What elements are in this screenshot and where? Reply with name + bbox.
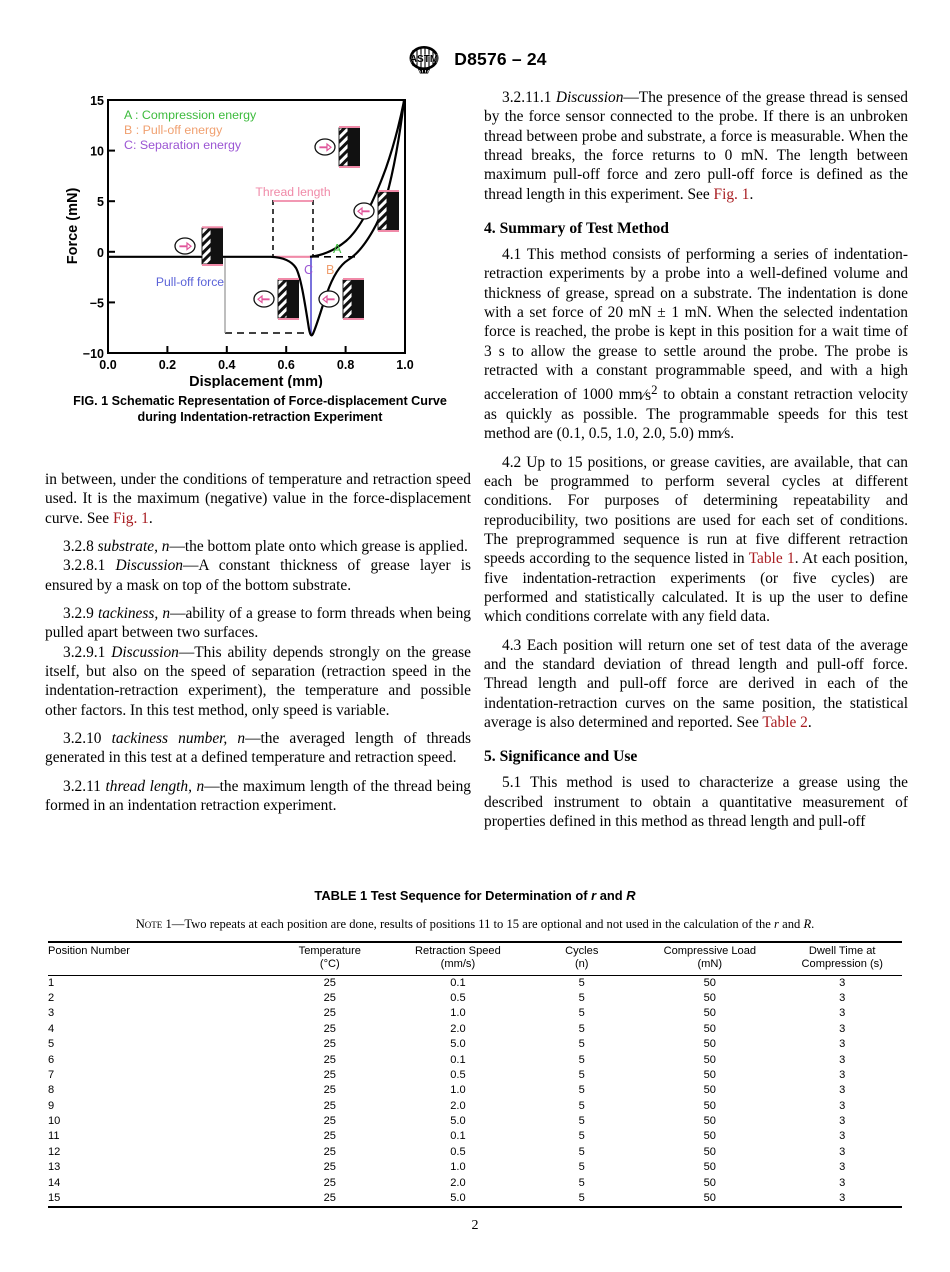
table-cell: 13 [48, 1161, 61, 1174]
legend-item-b: B : Pull-off energy [124, 123, 223, 137]
table-cell: 5 [578, 1068, 585, 1081]
paragraph-3-2-10 [45, 729, 471, 768]
table-cell: 5.0 [450, 1191, 466, 1204]
continued-text-2: . [148, 509, 153, 527]
table-row [48, 1114, 902, 1129]
continued-text-1: in between, under the conditions of temperature and retraction speed used. It is the maximum (negative) value in the force-displacement curve. See [45, 471, 471, 527]
table-cell: 7 [48, 1068, 55, 1081]
table-cell: 3 [839, 976, 846, 989]
table-cell: 2.0 [450, 1022, 466, 1035]
svg-text:0.2: 0.2 [158, 358, 177, 372]
term-thread-length: thread length, n [105, 777, 205, 795]
unit-mm-per-s-squared: $⁄s^2$ [642, 382, 658, 404]
paragraph-3-2-11 [45, 777, 471, 816]
clause-number-3-2-9-1: 3.2.9.1 [63, 643, 112, 661]
col-header-position-number: Position Number [48, 945, 131, 957]
table-cell: 5 [578, 1130, 585, 1143]
table-cell: 11 [48, 1130, 60, 1143]
table-cell: 3 [839, 1038, 846, 1051]
table-1-title-r: r [591, 888, 597, 903]
table-row [48, 975, 902, 991]
discussion-text-3-2-11-1-end: . [749, 185, 754, 203]
region-c-label: C [304, 263, 314, 277]
table-cell: 25 [323, 976, 336, 989]
table-cell: 50 [703, 1007, 716, 1020]
table-row [48, 1176, 902, 1191]
table-cell: 50 [703, 1145, 716, 1158]
table-cell: 50 [703, 1115, 716, 1128]
table-cell: 3 [839, 1130, 846, 1143]
svg-text:0.0: 0.0 [99, 358, 117, 372]
legend-item-c: C: Separation energy [124, 138, 242, 152]
table-cell: 0.1 [450, 976, 466, 989]
term-tackiness-number: tackiness number, n [111, 730, 246, 748]
definition-substrate: —the bottom plate onto which grease is applied. [169, 538, 468, 556]
table-cell: 3 [839, 1191, 846, 1204]
paragraph-3-2-9-1 [45, 643, 471, 720]
xref-fig-1-right[interactable]: Fig. 1 [713, 185, 750, 203]
figure-1-block [45, 88, 475, 425]
table-row [48, 1007, 902, 1022]
table-cell: 8 [48, 1084, 55, 1097]
table-cell: 5 [578, 1191, 585, 1204]
col-header-compressive-load: Compressive Load (mN) [663, 945, 757, 971]
paragraph-4-2-text-1: 4.2 Up to 15 positions, or grease cavities, are available, that can each be programmed to perform several cycles at different conditions. For purposes of determining repeatability and reproducibility, two positions are used for each set of conditions. The preprogrammed sequence is run at five different retraction speeds according to the sequence listed in [484, 453, 908, 568]
svg-text:0.4: 0.4 [218, 358, 236, 372]
table-cell: 25 [323, 992, 336, 1005]
discussion-label-3-2-9-1: Discussion [111, 643, 179, 661]
paragraph-3-2-9 [45, 604, 471, 643]
table-cell: 4 [48, 1022, 55, 1035]
table-cell: 25 [323, 1007, 336, 1020]
svg-text:1.0: 1.0 [396, 358, 414, 372]
table-1-title-and: and [596, 888, 627, 903]
table-row [48, 1191, 902, 1207]
table-row [48, 991, 902, 1006]
note-end: . [811, 917, 815, 931]
table-cell: 25 [323, 1038, 336, 1051]
svg-text:−5: −5 [89, 296, 104, 311]
table-cell: 3 [839, 1115, 846, 1128]
table-cell: 6 [48, 1053, 55, 1066]
pull-off-force-label: Pull-off force [155, 275, 225, 289]
document-designation: D8576 – 24 [454, 48, 547, 69]
svg-text:ASTM: ASTM [410, 54, 439, 65]
table-cell: 10 [48, 1115, 61, 1128]
section-heading-4: 4. Summary of Test Method [484, 220, 669, 238]
svg-text:−10: −10 [82, 347, 104, 361]
table-cell: 50 [703, 1099, 716, 1112]
table-cell: 3 [839, 1099, 846, 1112]
table-row [48, 1145, 902, 1160]
table-row [48, 1037, 902, 1052]
test-sequence-table [48, 941, 902, 1208]
paragraph-3-2-8-1 [45, 556, 471, 595]
astm-logo-icon [403, 44, 445, 74]
xref-fig-1[interactable]: Fig. 1 [112, 509, 149, 527]
table-1-title-R: R [626, 888, 636, 903]
table-cell: 3 [839, 992, 846, 1005]
table-cell: 3 [839, 1176, 846, 1189]
table-cell: 2.0 [450, 1099, 466, 1112]
table-cell: 25 [323, 1022, 336, 1035]
table-cell: 50 [703, 1068, 716, 1081]
unit-exponent: 2 [651, 382, 658, 397]
table-cell: 25 [323, 1130, 336, 1143]
table-1-note [48, 917, 902, 932]
col-header-retraction-speed: Retraction Speed (mm/s) [415, 945, 501, 971]
table-cell: 25 [323, 1084, 336, 1097]
xref-table-2[interactable]: Table 2 [762, 714, 808, 732]
table-cell: 5 [578, 1053, 585, 1066]
discussion-label-3-2-8-1: Discussion [115, 557, 183, 575]
table-cell: 2 [48, 992, 55, 1005]
table-header-row [48, 942, 902, 975]
paragraph-3-2-11-1 [484, 88, 908, 204]
section-heading-5: 5. Significance and Use [484, 748, 638, 766]
table-cell: 50 [703, 1022, 716, 1035]
note-r: r [774, 917, 779, 931]
table-cell: 0.5 [450, 1068, 466, 1081]
table-cell: 5 [578, 1161, 585, 1174]
svg-text:0.6: 0.6 [277, 358, 295, 372]
table-cell: 15 [48, 1191, 61, 1204]
table-cell: 0.5 [450, 1145, 466, 1158]
table-cell: 25 [323, 1053, 336, 1066]
term-tackiness: tackiness, n [97, 605, 171, 623]
y-axis-tick-labels [83, 94, 104, 361]
note-label: Note [135, 917, 163, 931]
table-cell: 50 [703, 976, 716, 989]
table-cell: 25 [323, 1068, 336, 1081]
table-row [48, 1022, 902, 1037]
table-cell: 50 [703, 1191, 716, 1204]
x-axis-title: Displacement (mm) [189, 374, 323, 388]
discussion-label-3-2-11-1: Discussion [555, 89, 624, 106]
table-cell: 5 [578, 1145, 585, 1158]
chart-svg [60, 88, 460, 388]
table-cell: 1.0 [450, 1161, 466, 1174]
clause-number-3-2-8-1: 3.2.8.1 [63, 557, 116, 575]
table-cell: 3 [839, 1022, 846, 1035]
paragraph-4-3-text-2: . [807, 714, 812, 732]
region-b-label: B [326, 263, 335, 277]
table-cell: 1.0 [450, 1084, 466, 1097]
table-cell: 2.0 [450, 1176, 466, 1189]
col-header-temperature: Temperature (°C) [298, 945, 361, 971]
region-a-label: A [333, 242, 342, 256]
paragraph-4-2 [484, 453, 908, 627]
table-cell: 5 [578, 992, 585, 1005]
note-text: 1—Two repeats at each position are done, results of positions 11 to 15 are optional and not used in the calculation of the [162, 917, 775, 931]
table-cell: 5 [578, 1115, 585, 1128]
table-cell: 14 [48, 1176, 61, 1189]
table-cell: 3 [839, 1145, 846, 1158]
figure-caption [45, 394, 475, 425]
table-cell: 9 [48, 1099, 55, 1112]
table-cell: 50 [703, 1053, 716, 1066]
table-row [48, 1099, 902, 1114]
table-cell: 5 [578, 1022, 585, 1035]
right-column [484, 88, 908, 831]
page-number: 2 [471, 1218, 479, 1233]
thread-length-label: Thread length [255, 185, 331, 199]
table-cell: 5 [578, 976, 585, 989]
discussion-text-3-2-11-1: —The presence of the grease thread is sensed by the force sensor connected to the probe. If there is an unbroken thread between probe and substrate, a force is measurable. When the thread breaks, the force returns to 0 mN. The length between maximum pull-off force and zero pull-off force is defined as the thread length in this experiment. See [484, 89, 908, 203]
definition-tackiness-number: —the averaged length of threads generated in this test at a defined temperature and retraction speed. [45, 730, 471, 767]
svg-text:0: 0 [97, 245, 104, 260]
definition-tackiness: —ability of a grease to form threads when being pulled apart between two surfaces. [45, 605, 471, 642]
table-cell: 5 [578, 1038, 585, 1051]
paragraph-5-1: 5.1 This method is used to characterize a grease using the described instrument to obtain a quantitative measurement of properties defined in this method as thread length and pull-off [484, 774, 908, 831]
paragraph-4-3 [484, 636, 908, 733]
paragraph-4-1-text-a: 4.1 This method consists of performing a series of indentation-retraction experiments by a probe into a well-defined volume and thickness of grease, spread on a substrate. The indentation is done with a set force of 20 mN ± 1 mN. When the selected indentation force is reached, the probe is kept in this position for a wait time of 3 s to allow the grease to settle around the probe. The probe is retracted with a constant programmable speed, and with a high acceleration of 1000 mm [484, 246, 908, 404]
table-cell: 1 [48, 976, 55, 989]
table-body [48, 975, 902, 1207]
paragraph-4-1 [484, 245, 908, 444]
table-cell: 25 [323, 1191, 336, 1204]
table-cell: 12 [48, 1145, 61, 1158]
table-cell: 0.5 [450, 992, 466, 1005]
table-cell: 25 [323, 1115, 336, 1128]
col-header-cycles: Cycles (n) [565, 945, 599, 971]
svg-text:10: 10 [90, 144, 104, 159]
term-substrate: substrate, n [97, 538, 170, 556]
table-cell: 50 [703, 1038, 716, 1051]
table-row [48, 1130, 902, 1145]
table-row [48, 1083, 902, 1098]
table-cell: 50 [703, 1130, 716, 1143]
table-cell: 50 [703, 1084, 716, 1097]
table-cell: 50 [703, 992, 716, 1005]
table-1-block [48, 888, 902, 1208]
table-cell: 25 [323, 1145, 336, 1158]
table-cell: 5 [578, 1176, 585, 1189]
unit-seconds: s [645, 386, 652, 404]
paragraph-4-2-text-2: . At each position, five indentation-retraction experiments (or five cycles) are performed and statistically calculated. It is up the user to define which conditions correlate with any field data. [484, 550, 908, 626]
table-head [48, 942, 902, 975]
table-cell: 25 [323, 1176, 336, 1189]
paragraph-4-1-text-c: s. [724, 425, 735, 443]
table-cell: 50 [703, 1161, 716, 1174]
table-cell: 0.1 [450, 1053, 466, 1066]
table-cell: 3 [839, 1053, 846, 1066]
svg-text:5: 5 [97, 195, 104, 210]
clause-number-3-2-8: 3.2.8 [63, 538, 98, 556]
svg-text:0.8: 0.8 [336, 358, 355, 372]
clause-number-3-2-11-1: 3.2.11.1 [502, 89, 556, 106]
table-cell: 5.0 [450, 1038, 466, 1051]
table-cell: 3 [839, 1161, 846, 1174]
table-cell: 3 [839, 1068, 846, 1081]
definition-thread-length: —the maximum length of the thread being formed in an indentation retraction experiment. [45, 777, 471, 815]
table-row [48, 1160, 902, 1175]
svg-text:15: 15 [90, 94, 104, 108]
paragraph-4-1-text-b: to obtain a constant retraction velocity as quickly as possible. The programmable speeds for this test method are (0.1, 0.5, 1.0, 2.0, 5.0) mm [484, 386, 909, 443]
table-cell: 5 [578, 1099, 585, 1112]
table-row [48, 1053, 902, 1068]
force-displacement-chart [60, 88, 460, 388]
figure-caption-line-1: FIG. 1 Schematic Representation of Force-displacement Curve [73, 394, 447, 408]
table-cell: 25 [323, 1161, 336, 1174]
clause-number-3-2-9: 3.2.9 [63, 605, 98, 623]
table-cell: 5 [48, 1038, 55, 1051]
table-row [48, 1068, 902, 1083]
note-and: and [778, 917, 804, 931]
note-R: R [803, 917, 812, 931]
unit-mm-per-s: ⁄ [721, 425, 725, 443]
legend-item-a: A : Compression energy [124, 108, 257, 122]
table-cell: 50 [703, 1176, 716, 1189]
table-cell: 25 [323, 1099, 336, 1112]
table-cell: 5 [578, 1084, 585, 1097]
table-cell: 5 [578, 1007, 585, 1020]
col-header-dwell-time: Dwell Time at Compression (s) [801, 945, 883, 971]
clause-number-3-2-10: 3.2.10 [63, 730, 112, 748]
table-1-title [48, 888, 902, 903]
x-axis-tick-labels [99, 358, 413, 372]
page-header [0, 44, 950, 74]
table-cell: 3 [48, 1007, 55, 1020]
paragraph-3-2-8 [45, 537, 471, 556]
table-cell: 1.0 [450, 1007, 466, 1020]
left-column [45, 470, 471, 816]
figure-caption-line-2: during Indentation-retraction Experiment [137, 409, 383, 424]
paragraph-4-3-text-1: 4.3 Each position will return one set of test data of the average and the standard deviation of thread length and pull-off force. Thread length and pull-off force are derived in each of the indentation-retraction curves on the same position, the statistical average is also determined and reported. See [484, 636, 908, 732]
table-cell: 3 [839, 1084, 846, 1097]
table-cell: 5.0 [450, 1115, 466, 1128]
y-axis-title: Force (mN) [65, 187, 81, 265]
table-cell: 3 [839, 1007, 846, 1020]
clause-number-3-2-11: 3.2.11 [63, 777, 106, 795]
discussion-text-3-2-8-1: —A constant thickness of grease layer is ensured by a mask on top of the bottom substrate. [45, 557, 471, 594]
paragraph-continued [45, 470, 471, 528]
xref-table-1[interactable]: Table 1 [748, 550, 795, 568]
discussion-text-3-2-9-1: —This ability depends strongly on the grease itself, but also on the speed of separation (retraction speed in the indentation-retraction experiment), the temperature and possible other factors. In this test method, only speed is variable. [45, 643, 472, 719]
table-1-title-pre: TABLE 1 Test Sequence for Determination of [314, 888, 592, 903]
table-cell: 0.1 [450, 1130, 466, 1143]
